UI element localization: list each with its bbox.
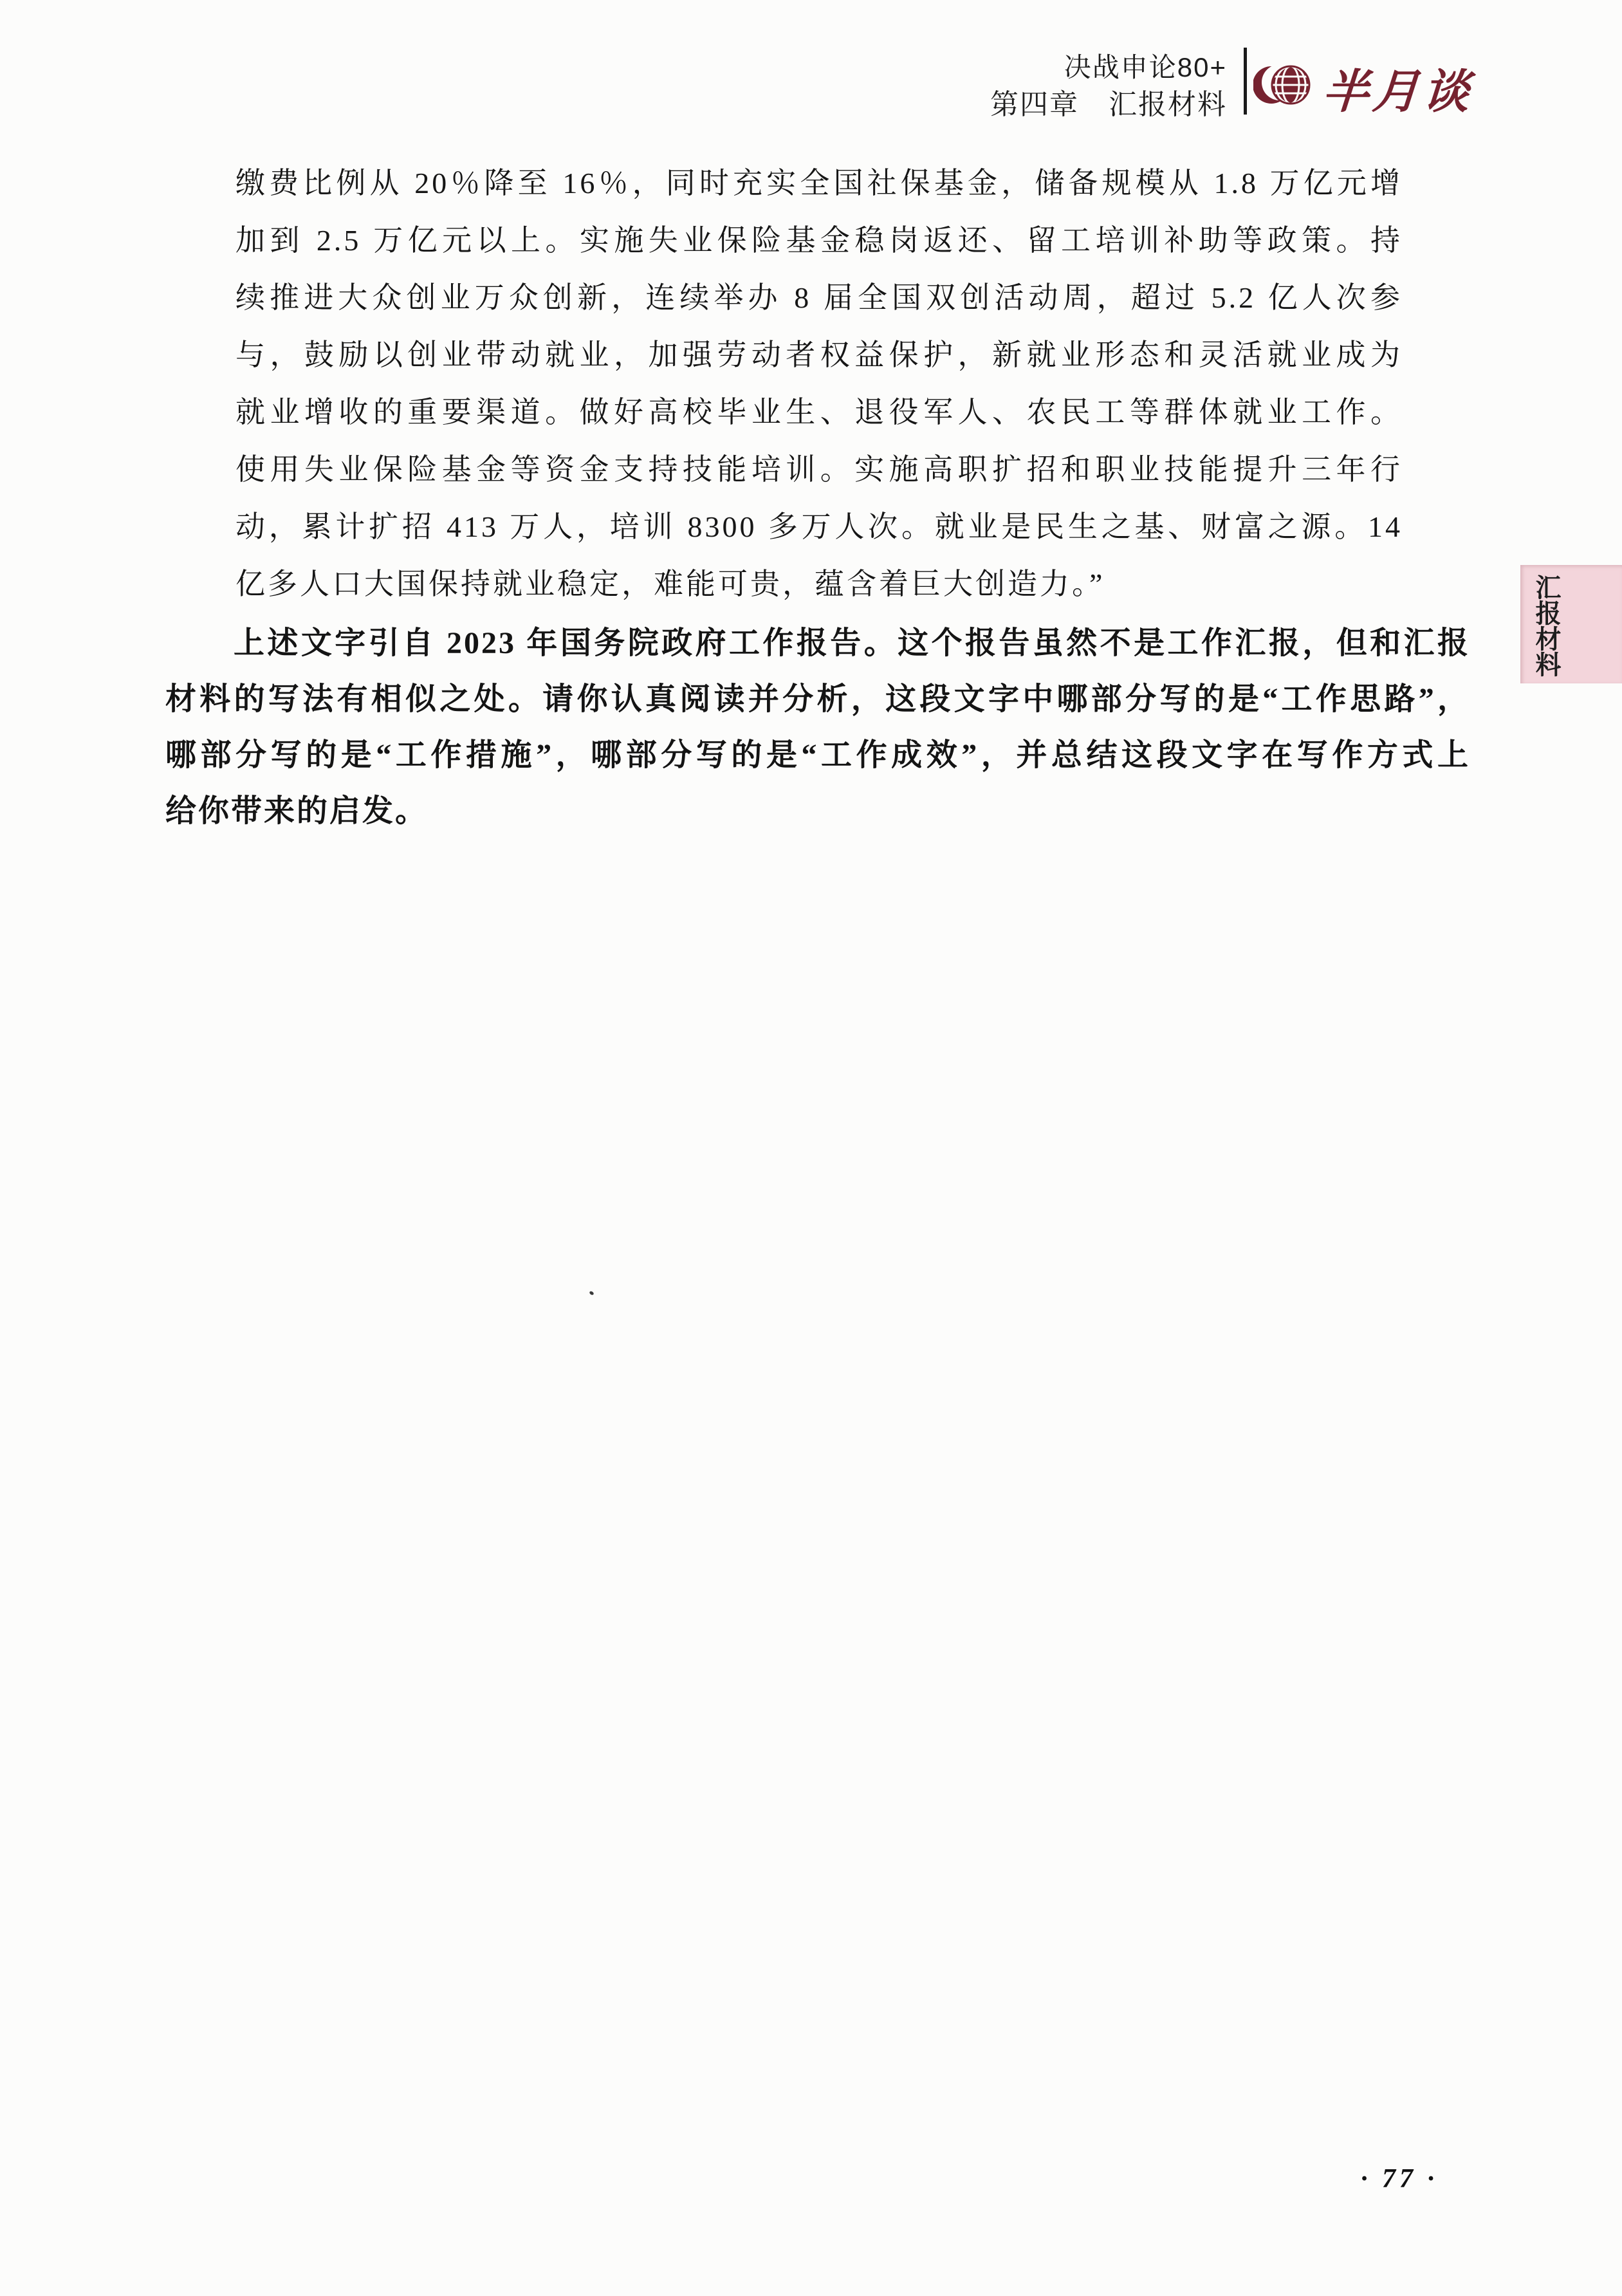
- task-line: 给你带来的启发。: [165, 794, 429, 828]
- header-chapter-title: 第四章 汇报材料: [990, 89, 1227, 120]
- quote-paragraph: [235, 154, 1403, 613]
- task-line: 材料的写法有相似之处。请你认真阅读并分析，这段文字中哪部分写的是“工作思路”，: [165, 682, 1470, 716]
- quote-line: 动，累计扩招 413 万人，培训 8300 多万人次。就业是民生之基、财富之源。14: [235, 510, 1403, 543]
- quote-line: 续推进大众创业万众创新，连续举办 8 届全国双创活动周，超过 5.2 亿人次参: [235, 281, 1403, 314]
- quote-line: 使用失业保险基金等资金支持技能培训。实施高职扩招和职业技能提升三年行: [235, 453, 1403, 486]
- page-number: · 77 ·: [1361, 2164, 1438, 2194]
- quote-line: 与，鼓励以创业带动就业，加强劳动者权益保护，新就业形态和灵活就业成为: [235, 338, 1403, 371]
- header-book-title: 决战申论80+: [1064, 52, 1227, 82]
- task-paragraph: [165, 615, 1470, 839]
- ink-speck: [589, 1290, 594, 1295]
- quote-line: 缴费比例从 20％降至 16％，同时充实全国社保基金，储备规模从 1.8 万亿元增: [235, 167, 1403, 199]
- task-line: 上述文字引自 2023 年国务院政府工作报告。这个报告虽然不是工作汇报，但和汇报: [234, 626, 1470, 660]
- globe-icon: [1253, 59, 1316, 111]
- header-divider: [1244, 48, 1247, 115]
- quote-line: 就业增收的重要渠道。做好高校毕业生、退役军人、农民工等群体就业工作。: [235, 396, 1403, 429]
- task-line: 哪部分写的是“工作措施”，哪部分写的是“工作成效”，并总结这段文字在写作方式上: [165, 738, 1470, 772]
- chapter-side-tab: [1520, 565, 1622, 683]
- brand-logo-text: 半月谈: [1320, 66, 1475, 118]
- side-tab-label: 汇报材料: [1532, 574, 1560, 677]
- quote-line: 加到 2.5 万亿元以上。实施失业保险基金稳岗返还、留工培训补助等政策。持: [235, 224, 1403, 257]
- quote-line: 亿多人口大国保持就业稳定，难能可贵，蕴含着巨大创造力。”: [235, 568, 1105, 600]
